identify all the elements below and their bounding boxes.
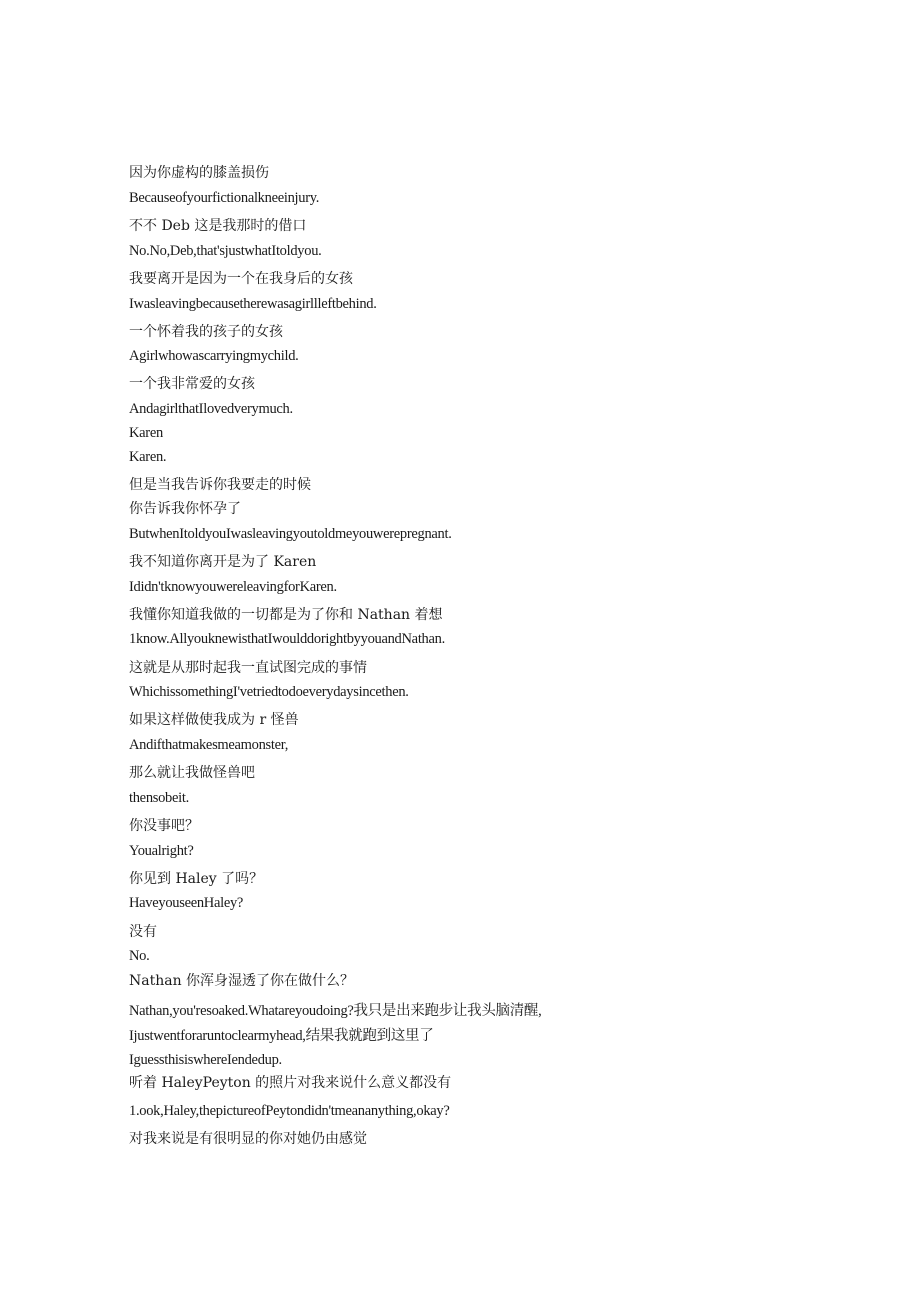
subtitle-line-zh: 没有 [129, 924, 157, 940]
subtitle-line-en: Iwasleavingbecausetherewasagirllleftbehind. [129, 296, 377, 312]
subtitle-line-en: Ididn'tknowyouwereleavingforKaren. [129, 579, 337, 595]
subtitle-line-en: Youalright? [129, 843, 194, 859]
subtitle-line-zh: 如果这样做使我成为 r 怪兽 [129, 712, 299, 728]
subtitle-line-en: Karen [129, 425, 163, 441]
subtitle-line-en: AndagirlthatIlovedverymuch. [129, 401, 293, 417]
subtitle-line-en: thensobeit. [129, 790, 189, 806]
subtitle-line-zh: 你告诉我你怀孕了 [129, 501, 241, 517]
subtitle-line-zh: 我要离开是因为一个在我身后的女孩 [129, 271, 353, 287]
subtitle-line-en: No.No,Deb,that'sjustwhatItoldyou. [129, 243, 322, 259]
subtitle-line-en: 1.ook,Haley,thepictureofPeytondidn'tmeananything,okay? [129, 1103, 450, 1119]
subtitle-line-en: IguessthisiswhereIendedup. [129, 1052, 282, 1068]
subtitle-line-zh: 对我来说是有很明显的你对她仍由感觉 [129, 1131, 367, 1147]
subtitle-line-zh: 但是当我告诉你我要走的时候 [129, 477, 311, 493]
subtitle-line-zh: 因为你虚构的膝盖损伤 [129, 165, 269, 181]
subtitle-line-en: Karen. [129, 449, 167, 465]
subtitle-line-zh: 那么就让我做怪兽吧 [129, 765, 255, 781]
subtitle-line-en: No. [129, 948, 150, 964]
subtitle-line-en: Becauseofyourfictionalkneeinjury. [129, 190, 320, 206]
subtitle-line-en: HaveyouseenHaley? [129, 895, 244, 911]
subtitle-line-zh: 一个我非常爱的女孩 [129, 376, 255, 392]
subtitle-line-en: 1know.AllyouknewisthatIwoulddorightbyyouandNathan. [129, 631, 445, 647]
subtitle-line-zh: 不不 Deb 这是我那时的借口 [129, 218, 307, 234]
subtitle-line-zh: 一个怀着我的孩子的女孩 [129, 324, 283, 340]
subtitle-line-mixed: Ijustwentforaruntoclearmyhead,结果我就跑到这里了 [129, 1028, 434, 1044]
subtitle-line-zh: 这就是从那时起我一直试图完成的事情 [129, 660, 367, 676]
subtitle-line-zh: 你没事吧？ [129, 818, 199, 834]
subtitle-line-zh: 我懂你知道我做的一切都是为了你和 Nathan 着想 [129, 607, 443, 623]
subtitle-line-zh: 听着 HaleyPeyton 的照片对我来说什么意义都没有 [129, 1075, 452, 1091]
subtitle-line-mixed: Nathan,you'resoaked.Whatareyoudoing?我只是出来跑步让我头脑清醒, [129, 1003, 542, 1019]
subtitle-line-en: ButwhenItoldyouIwasleavingyoutoldmeyouwerepregnant. [129, 526, 452, 542]
subtitle-line-en: Agirlwhowascarryingmychild. [129, 348, 299, 364]
subtitle-line-zh: Nathan 你浑身湿透了你在做什么？ [129, 973, 355, 989]
subtitle-line-zh: 我不知道你离开是为了 Karen [129, 554, 317, 570]
subtitle-line-en: WhichissomethingI'vetriedtodoeverydaysincethen. [129, 684, 409, 700]
subtitle-line-en: Andifthatmakesmeamonster, [129, 737, 289, 753]
subtitle-line-zh: 你见到 Haley 了吗？ [129, 871, 264, 887]
